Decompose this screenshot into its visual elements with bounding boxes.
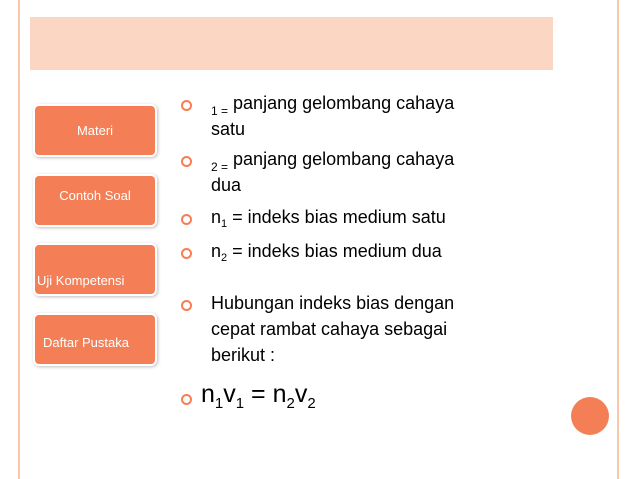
paragraph-line: berikut : [211, 345, 276, 365]
nav-button-daftar-pustaka[interactable]: Daftar Pustaka [33, 313, 157, 366]
list-item-continuation: satu [211, 119, 246, 139]
subscript: 2 [221, 252, 228, 264]
header-band [30, 17, 553, 70]
subscript: 1 [235, 395, 245, 412]
list-item-text [211, 206, 446, 236]
paragraph-line: Hubungan indeks bias dengan [211, 293, 455, 313]
subscript: 1 = [211, 104, 229, 118]
list-item-text [211, 148, 454, 179]
right-decorative-rule [617, 0, 619, 479]
bullet-icon [181, 156, 192, 167]
list-item-continuation: dua [211, 175, 242, 195]
text: v [223, 380, 236, 408]
text: = n [244, 380, 287, 408]
bullet-icon [181, 394, 192, 405]
subscript: 1 [214, 395, 224, 412]
text: n [201, 380, 215, 408]
paragraph-line: cepat rambat cahaya sebagai [211, 319, 448, 339]
list-item-text [211, 92, 454, 123]
bullet-icon [181, 100, 192, 111]
nav-button-contoh-soal[interactable]: Contoh Soal [33, 174, 157, 227]
text: = indeks bias medium satu [227, 207, 446, 227]
formula [201, 380, 316, 415]
bullet-icon [181, 248, 192, 259]
text: = indeks bias medium dua [227, 241, 442, 261]
text: n [211, 207, 222, 227]
bullet-icon [181, 300, 192, 311]
text: v [294, 380, 308, 408]
bullet-icon [181, 214, 192, 225]
list-item-text [211, 240, 442, 270]
text: panjang gelombang cahaya [233, 149, 455, 169]
nav-button-materi[interactable]: Materi [33, 104, 157, 157]
left-decorative-rule [18, 0, 20, 479]
decorative-circle [571, 397, 609, 435]
subscript: 2 = [211, 160, 229, 174]
text: panjang gelombang cahaya [233, 93, 455, 113]
subscript: 2 [307, 395, 316, 412]
text: n [211, 241, 222, 261]
nav-button-uji-kompetensi[interactable]: Uji Kompetensi [33, 243, 157, 296]
subscript: 2 [286, 395, 295, 412]
subscript: 1 [221, 218, 228, 230]
